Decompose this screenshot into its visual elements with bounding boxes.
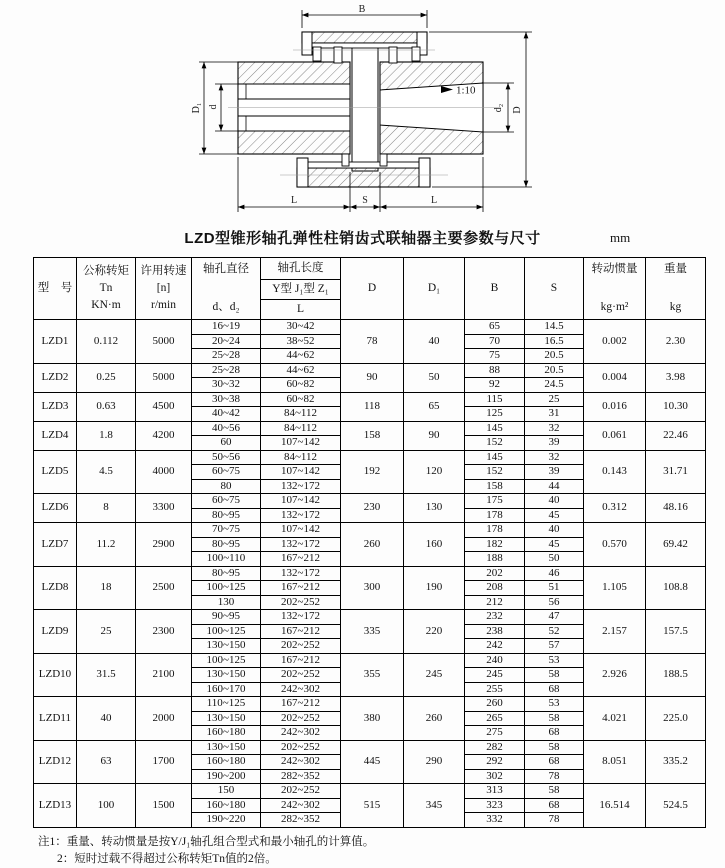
dim-label-S: S: [362, 195, 368, 206]
cell-B: 255: [465, 682, 525, 697]
cell-bore-len-range: 84~112: [261, 407, 341, 422]
cell-bore-dia-range: 100~125: [192, 624, 261, 639]
dim-label-D: D: [512, 106, 523, 113]
cell-bore-len-range: 202~252: [261, 595, 341, 610]
cell-bore-dia-range: 80~95: [192, 537, 261, 552]
cell-model: LZD5: [34, 450, 77, 494]
cell-S: 78: [525, 813, 584, 828]
cell-S: 53: [525, 697, 584, 712]
cell-bore-dia-range: 30~38: [192, 392, 261, 407]
spec-table: [33, 257, 706, 828]
col-header-D1: D₁: [404, 258, 465, 320]
cell-weight: 31.71: [646, 450, 706, 494]
cell-S: 56: [525, 595, 584, 610]
cell-B: 323: [465, 798, 525, 813]
cell-bore-dia-range: 80~95: [192, 566, 261, 581]
cell-S: 53: [525, 653, 584, 668]
cell-model: LZD3: [34, 392, 77, 421]
cell-bore-dia-range: 90~95: [192, 610, 261, 625]
cell-D: 300: [341, 566, 404, 610]
cell-bore-dia-range: 130~150: [192, 668, 261, 683]
cell-bore-len-range: 107~142: [261, 494, 341, 509]
taper-label: 1:10: [456, 85, 476, 97]
cell-inertia: 1.105: [584, 566, 646, 610]
cell-D: 380: [341, 697, 404, 741]
cell-D: 260: [341, 523, 404, 567]
cell-D: 445: [341, 740, 404, 784]
footnotes: [38, 834, 725, 868]
cell-S: 50: [525, 552, 584, 567]
cell-speed: 2300: [136, 610, 192, 654]
cell-weight: 2.30: [646, 320, 706, 364]
table-row: [34, 697, 706, 712]
page-title: LZD型锥形轴孔弹性柱销齿式联轴器主要参数与尺寸: [0, 227, 725, 248]
cell-bore-len-range: 84~112: [261, 421, 341, 436]
cell-bore-dia-range: 100~125: [192, 653, 261, 668]
cell-bore-len-range: 202~252: [261, 711, 341, 726]
cell-inertia: 0.061: [584, 421, 646, 450]
col-header-bore-len-sym: L: [261, 300, 341, 320]
cell-bore-dia-range: 20~24: [192, 334, 261, 349]
cell-B: 332: [465, 813, 525, 828]
cell-speed: 4200: [136, 421, 192, 450]
cell-B: 152: [465, 436, 525, 451]
cell-S: 20.5: [525, 363, 584, 378]
cell-D1: 40: [404, 320, 465, 364]
cell-bore-len-range: 107~142: [261, 523, 341, 538]
cell-S: 47: [525, 610, 584, 625]
dim-label-L-right: L: [431, 195, 437, 206]
cell-bore-len-range: 242~302: [261, 726, 341, 741]
cell-D1: 345: [404, 784, 465, 828]
cell-S: 39: [525, 465, 584, 480]
cell-B: 70: [465, 334, 525, 349]
cell-model: LZD2: [34, 363, 77, 392]
cell-torque: 1.8: [77, 421, 136, 450]
cell-torque: 63: [77, 740, 136, 784]
cell-bore-dia-range: 130~150: [192, 639, 261, 654]
cell-bore-len-range: 242~302: [261, 682, 341, 697]
cell-S: 39: [525, 436, 584, 451]
table-row: [34, 421, 706, 436]
table-row: [34, 363, 706, 378]
col-header-S: S: [525, 258, 584, 320]
cell-B: 208: [465, 581, 525, 596]
cell-bore-len-range: 107~142: [261, 436, 341, 451]
table-row: [34, 523, 706, 538]
cell-D1: 65: [404, 392, 465, 421]
cell-B: 175: [465, 494, 525, 509]
cell-bore-dia-range: 25~28: [192, 363, 261, 378]
col-header-bore-len: 轴孔长度: [261, 258, 341, 280]
cell-S: 58: [525, 784, 584, 799]
table-row: [34, 653, 706, 668]
cell-S: 40: [525, 523, 584, 538]
col-header-torque: 公称转矩 Tn KN·m: [77, 258, 136, 320]
spec-table-body: [34, 320, 706, 828]
dim-label-L-left: L: [291, 195, 297, 206]
cell-D1: 260: [404, 697, 465, 741]
cell-bore-dia-range: 30~32: [192, 378, 261, 393]
cell-bore-len-range: 202~252: [261, 740, 341, 755]
table-row: [34, 320, 706, 335]
coupling-drawing: [0, 0, 725, 218]
cell-B: 212: [465, 595, 525, 610]
cell-speed: 2100: [136, 653, 192, 697]
cell-speed: 2000: [136, 697, 192, 741]
cell-D1: 245: [404, 653, 465, 697]
cell-bore-len-range: 30~42: [261, 320, 341, 335]
cell-weight: 188.5: [646, 653, 706, 697]
cell-D1: 130: [404, 494, 465, 523]
cell-D1: 160: [404, 523, 465, 567]
cell-bore-len-range: 44~62: [261, 349, 341, 364]
cell-D1: 90: [404, 421, 465, 450]
cell-bore-len-range: 242~302: [261, 798, 341, 813]
cell-bore-len-range: 44~62: [261, 363, 341, 378]
cell-S: 31: [525, 407, 584, 422]
cell-bore-len-range: 132~172: [261, 566, 341, 581]
cell-model: LZD12: [34, 740, 77, 784]
cell-torque: 0.63: [77, 392, 136, 421]
cell-torque: 8: [77, 494, 136, 523]
cell-bore-len-range: 84~112: [261, 450, 341, 465]
cell-B: 265: [465, 711, 525, 726]
table-header: [34, 258, 706, 320]
cell-inertia: 2.926: [584, 653, 646, 697]
cell-D: 355: [341, 653, 404, 697]
cell-S: 44: [525, 479, 584, 494]
cell-B: 240: [465, 653, 525, 668]
cell-B: 88: [465, 363, 525, 378]
dim-label-D1: D₁: [191, 103, 202, 114]
cell-weight: 157.5: [646, 610, 706, 654]
cell-speed: 2500: [136, 566, 192, 610]
cell-bore-len-range: 132~172: [261, 537, 341, 552]
cell-S: 58: [525, 711, 584, 726]
cell-bore-dia-range: 25~28: [192, 349, 261, 364]
cell-S: 58: [525, 668, 584, 683]
cell-B: 178: [465, 523, 525, 538]
cell-S: 32: [525, 421, 584, 436]
cell-model: LZD10: [34, 653, 77, 697]
cell-model: LZD13: [34, 784, 77, 828]
cell-bore-dia-range: 160~180: [192, 798, 261, 813]
cell-bore-len-range: 38~52: [261, 334, 341, 349]
hub-right: [380, 62, 483, 154]
cell-B: 202: [465, 566, 525, 581]
cell-bore-len-range: 132~172: [261, 479, 341, 494]
cell-weight: 3.98: [646, 363, 706, 392]
cell-bore-dia-range: 160~180: [192, 726, 261, 741]
cell-bore-dia-range: 60: [192, 436, 261, 451]
cell-bore-dia-range: 60~75: [192, 494, 261, 509]
col-header-speed: 许用转速 [n] r/min: [136, 258, 192, 320]
hub-left: [238, 62, 350, 154]
cell-weight: 524.5: [646, 784, 706, 828]
table-row: [34, 392, 706, 407]
cell-D: 335: [341, 610, 404, 654]
cell-bore-len-range: 60~82: [261, 378, 341, 393]
cell-bore-len-range: 282~352: [261, 813, 341, 828]
cell-S: 45: [525, 537, 584, 552]
cell-bore-len-range: 167~212: [261, 697, 341, 712]
cell-bore-dia-range: 190~200: [192, 769, 261, 784]
cell-D: 230: [341, 494, 404, 523]
cell-S: 78: [525, 769, 584, 784]
col-header-weight: 重量 kg: [646, 258, 706, 320]
cell-torque: 25: [77, 610, 136, 654]
cell-torque: 0.25: [77, 363, 136, 392]
cell-bore-len-range: 167~212: [261, 552, 341, 567]
cell-S: 16.5: [525, 334, 584, 349]
cell-D: 78: [341, 320, 404, 364]
cell-speed: 2900: [136, 523, 192, 567]
cell-S: 46: [525, 566, 584, 581]
cell-S: 68: [525, 726, 584, 741]
cell-B: 152: [465, 465, 525, 480]
cell-B: 245: [465, 668, 525, 683]
cell-B: 292: [465, 755, 525, 770]
cell-D: 515: [341, 784, 404, 828]
cell-bore-len-range: 167~212: [261, 653, 341, 668]
cell-bore-dia-range: 100~110: [192, 552, 261, 567]
cell-speed: 5000: [136, 363, 192, 392]
table-row: [34, 740, 706, 755]
cell-bore-dia-range: 150: [192, 784, 261, 799]
cell-torque: 4.5: [77, 450, 136, 494]
cell-torque: 11.2: [77, 523, 136, 567]
cell-B: 158: [465, 479, 525, 494]
cell-S: 51: [525, 581, 584, 596]
table-row: [34, 566, 706, 581]
cell-bore-dia-range: 16~19: [192, 320, 261, 335]
cell-bore-len-range: 132~172: [261, 610, 341, 625]
cell-speed: 1700: [136, 740, 192, 784]
cell-D1: 190: [404, 566, 465, 610]
cell-B: 125: [465, 407, 525, 422]
cell-inertia: 0.004: [584, 363, 646, 392]
col-header-inertia: 转动惯量 kg·m²: [584, 258, 646, 320]
cell-model: LZD4: [34, 421, 77, 450]
cell-bore-dia-range: 50~56: [192, 450, 261, 465]
cell-inertia: 16.514: [584, 784, 646, 828]
cell-inertia: 0.312: [584, 494, 646, 523]
cell-model: LZD11: [34, 697, 77, 741]
cell-bore-dia-range: 70~75: [192, 523, 261, 538]
cell-bore-len-range: 60~82: [261, 392, 341, 407]
cell-model: LZD7: [34, 523, 77, 567]
unit-label: mm: [610, 230, 630, 246]
cell-speed: 4000: [136, 450, 192, 494]
dim-label-d: d: [208, 105, 219, 110]
cell-bore-len-range: 107~142: [261, 465, 341, 480]
cell-B: 275: [465, 726, 525, 741]
cell-bore-dia-range: 60~75: [192, 465, 261, 480]
cell-bore-len-range: 242~302: [261, 755, 341, 770]
cell-D: 118: [341, 392, 404, 421]
cell-weight: 108.8: [646, 566, 706, 610]
cell-model: LZD8: [34, 566, 77, 610]
cell-S: 52: [525, 624, 584, 639]
cell-bore-dia-range: 130~150: [192, 711, 261, 726]
table-row: [34, 450, 706, 465]
cell-B: 145: [465, 421, 525, 436]
cell-S: 68: [525, 755, 584, 770]
col-header-model: 型 号: [34, 258, 77, 320]
cell-inertia: 0.016: [584, 392, 646, 421]
cell-bore-len-range: 202~252: [261, 668, 341, 683]
cell-torque: 18: [77, 566, 136, 610]
col-header-bore-dia: 轴孔直径 d、d₂: [192, 258, 261, 320]
cell-speed: 5000: [136, 320, 192, 364]
cell-B: 65: [465, 320, 525, 335]
cell-speed: 3300: [136, 494, 192, 523]
cell-inertia: 2.157: [584, 610, 646, 654]
table-row: [34, 610, 706, 625]
cell-weight: 10.30: [646, 392, 706, 421]
cell-inertia: 0.570: [584, 523, 646, 567]
cell-D1: 220: [404, 610, 465, 654]
cell-B: 145: [465, 450, 525, 465]
cell-S: 14.5: [525, 320, 584, 335]
dim-label-B: B: [359, 4, 366, 15]
title-row: [0, 227, 725, 251]
cell-D1: 120: [404, 450, 465, 494]
cell-S: 45: [525, 508, 584, 523]
cell-B: 242: [465, 639, 525, 654]
table-row: [34, 784, 706, 799]
cell-B: 232: [465, 610, 525, 625]
cell-weight: 225.0: [646, 697, 706, 741]
cell-S: 57: [525, 639, 584, 654]
cell-S: 68: [525, 682, 584, 697]
cell-bore-dia-range: 40~56: [192, 421, 261, 436]
cell-model: LZD9: [34, 610, 77, 654]
cell-bore-dia-range: 80~95: [192, 508, 261, 523]
cell-D: 90: [341, 363, 404, 392]
cell-B: 302: [465, 769, 525, 784]
col-header-D: D: [341, 258, 404, 320]
cell-inertia: 8.051: [584, 740, 646, 784]
cell-S: 24.5: [525, 378, 584, 393]
cell-bore-len-range: 202~252: [261, 639, 341, 654]
cell-S: 20.5: [525, 349, 584, 364]
cell-bore-dia-range: 130~150: [192, 740, 261, 755]
table-row: [34, 494, 706, 509]
footnote-2: 2：短时过载不得超过公称转矩Tn值的2倍。: [38, 851, 725, 868]
cell-inertia: 0.143: [584, 450, 646, 494]
cell-D1: 50: [404, 363, 465, 392]
footnote-1: 注1：重量、转动惯量是按Y/J₁轴孔组合型式和最小轴孔的计算值。: [38, 834, 725, 851]
cell-bore-dia-range: 130: [192, 595, 261, 610]
cell-bore-len-range: 167~212: [261, 624, 341, 639]
cell-torque: 100: [77, 784, 136, 828]
cell-inertia: 0.002: [584, 320, 646, 364]
cell-model: LZD1: [34, 320, 77, 364]
cell-bore-dia-range: 160~180: [192, 755, 261, 770]
cell-B: 260: [465, 697, 525, 712]
cell-torque: 31.5: [77, 653, 136, 697]
cell-S: 32: [525, 450, 584, 465]
pin-column: [352, 47, 378, 171]
cell-S: 68: [525, 798, 584, 813]
cell-inertia: 4.021: [584, 697, 646, 741]
cell-weight: 335.2: [646, 740, 706, 784]
cell-bore-dia-range: 190~220: [192, 813, 261, 828]
cell-B: 115: [465, 392, 525, 407]
cell-torque: 40: [77, 697, 136, 741]
cell-D: 158: [341, 421, 404, 450]
cell-B: 178: [465, 508, 525, 523]
cell-B: 92: [465, 378, 525, 393]
cell-bore-dia-range: 160~170: [192, 682, 261, 697]
cell-B: 182: [465, 537, 525, 552]
cell-bore-dia-range: 80: [192, 479, 261, 494]
cell-bore-len-range: 132~172: [261, 508, 341, 523]
cell-S: 25: [525, 392, 584, 407]
col-header-B: B: [465, 258, 525, 320]
cell-bore-len-range: 202~252: [261, 784, 341, 799]
cell-B: 238: [465, 624, 525, 639]
cell-torque: 0.112: [77, 320, 136, 364]
cell-model: LZD6: [34, 494, 77, 523]
cell-weight: 69.42: [646, 523, 706, 567]
cell-speed: 1500: [136, 784, 192, 828]
cell-bore-len-range: 282~352: [261, 769, 341, 784]
col-header-bore-len-types: Y型 J₁型 Z₁: [261, 280, 341, 300]
cell-D: 192: [341, 450, 404, 494]
cell-S: 40: [525, 494, 584, 509]
cell-bore-dia-range: 100~125: [192, 581, 261, 596]
cell-speed: 4500: [136, 392, 192, 421]
cell-bore-dia-range: 110~125: [192, 697, 261, 712]
cell-B: 282: [465, 740, 525, 755]
cell-B: 313: [465, 784, 525, 799]
dim-label-d2: d₂: [493, 104, 504, 113]
cell-B: 188: [465, 552, 525, 567]
cell-B: 75: [465, 349, 525, 364]
cell-bore-dia-range: 40~42: [192, 407, 261, 422]
cell-weight: 48.16: [646, 494, 706, 523]
cell-weight: 22.46: [646, 421, 706, 450]
cell-S: 58: [525, 740, 584, 755]
cell-D1: 290: [404, 740, 465, 784]
cell-bore-len-range: 167~212: [261, 581, 341, 596]
